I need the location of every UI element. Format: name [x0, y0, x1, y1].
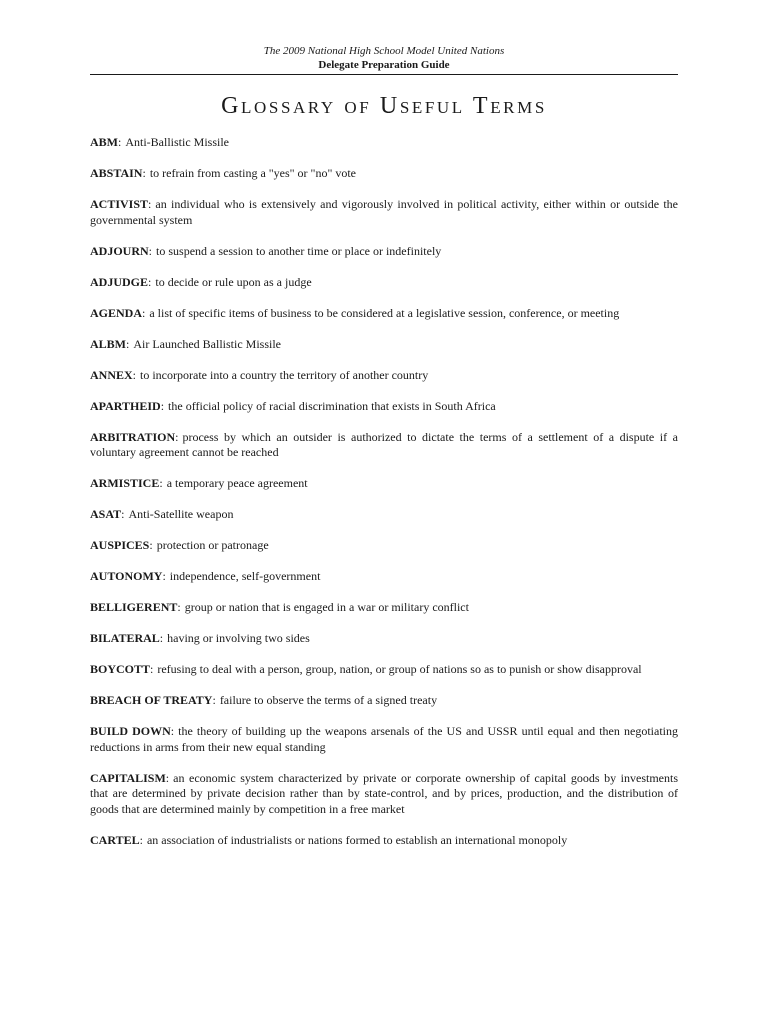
glossary-term: AGENDA [90, 305, 143, 320]
term-separator: : [148, 274, 152, 289]
glossary-entry [90, 166, 678, 182]
glossary-term: APARTHEID [90, 398, 161, 413]
glossary-definition: an association of industrialists or nations formed to establish an international monopoly [146, 832, 568, 847]
glossary-term: BILATERAL [90, 631, 160, 646]
term-separator: : [170, 724, 175, 739]
glossary-definition: a list of specific items of business to be considered at a legislative session, conference, or meeting [149, 305, 620, 320]
glossary-definition: independence, self-government [169, 569, 321, 584]
glossary-definition: a temporary peace agreement [166, 476, 308, 491]
term-separator: : [126, 336, 130, 351]
glossary-entry [90, 662, 678, 678]
document-page [90, 0, 678, 1024]
glossary-entry [90, 569, 678, 585]
glossary-definition: an individual who is extensively and vigorously involved in political activity, either within or outside the governmental system [90, 197, 678, 227]
term-separator: : [175, 429, 179, 444]
glossary-term: ARBITRATION [90, 429, 176, 444]
glossary-entry [90, 693, 678, 709]
glossary-entry [90, 197, 678, 228]
term-separator: : [139, 832, 143, 847]
glossary-definition: Anti-Ballistic Missile [125, 135, 230, 150]
page-title: Glossary of Useful Terms [221, 93, 547, 119]
glossary-entry [90, 430, 678, 461]
glossary-entry [90, 337, 678, 353]
term-separator: : [148, 197, 152, 212]
glossary-entry [90, 833, 678, 849]
glossary-definition: to refrain from casting a "yes" or "no" vote [149, 166, 357, 181]
glossary-definition: the theory of building up the weapons arsenals of the US and USSR until equal and then negotiating reductions in arms from their new equal standing [90, 724, 678, 754]
header-conference-name: The 2009 National High School Model United Nations [263, 45, 505, 57]
glossary-entry [90, 399, 678, 415]
glossary-term: ARMISTICE [90, 476, 160, 491]
glossary-entry [90, 771, 678, 818]
glossary-entry [90, 631, 678, 647]
glossary-term: BOYCOTT [90, 662, 151, 677]
glossary-list [90, 135, 678, 848]
glossary-term: ACTIVIST [90, 197, 149, 212]
glossary-term: ANNEX [90, 367, 133, 382]
term-separator: : [121, 507, 125, 522]
glossary-entry [90, 600, 678, 616]
glossary-definition: the official policy of racial discrimination that exists in South Africa [168, 398, 496, 413]
glossary-term: AUSPICES [90, 538, 150, 553]
glossary-definition: an economic system characterized by private or corporate ownership of capital goods by investments that are determined by private decision rather than by state-control, and by prices, production, and the distribution of goods that are determined mainly by competition in a free market [90, 770, 678, 816]
glossary-definition: group or nation that is engaged in a war or military conflict [184, 600, 469, 615]
glossary-entry [90, 135, 678, 151]
glossary-term: ADJUDGE [90, 274, 149, 289]
glossary-term: CAPITALISM [90, 770, 166, 785]
term-separator: : [212, 693, 216, 708]
glossary-entry [90, 724, 678, 755]
glossary-term: ABM [90, 135, 118, 150]
glossary-definition: to decide or rule upon as a judge [155, 274, 312, 289]
glossary-definition: process by which an outsider is authorized to dictate the terms of a settlement of a dispute if a voluntary agreement cannot be reached [90, 429, 678, 460]
term-separator: : [149, 538, 153, 553]
header-guide-name: Delegate Preparation Guide [318, 59, 450, 71]
term-separator: : [148, 243, 153, 258]
term-separator: : [159, 476, 163, 491]
glossary-definition: failure to observe the terms of a signed treaty [219, 693, 438, 708]
glossary-definition: refusing to deal with a person, group, nation, or group of nations so as to punish or show disapproval [157, 662, 642, 677]
glossary-entry [90, 476, 678, 492]
glossary-entry [90, 306, 678, 322]
term-separator: : [177, 600, 181, 615]
glossary-entry [90, 538, 678, 554]
glossary-definition: to suspend a session to another time or place or indefinitely [156, 243, 442, 258]
term-separator: : [150, 662, 154, 677]
term-separator: : [142, 166, 146, 181]
term-separator: : [142, 305, 146, 320]
glossary-entry [90, 507, 678, 523]
glossary-definition: to incorporate into a country the territory of another country [140, 367, 429, 382]
glossary-term: ASAT [90, 507, 122, 522]
glossary-term: BUILD DOWN [90, 724, 171, 739]
glossary-term: ADJOURN [90, 243, 149, 258]
glossary-term: BREACH OF TREATY [90, 693, 213, 708]
header-divider [90, 74, 678, 75]
glossary-entry [90, 368, 678, 384]
glossary-term: AUTONOMY [90, 569, 163, 584]
glossary-entry [90, 244, 678, 260]
glossary-term: ALBM [90, 336, 126, 351]
term-separator: : [165, 770, 170, 785]
term-separator: : [162, 569, 166, 584]
glossary-definition: Air Launched Ballistic Missile [133, 336, 281, 351]
glossary-entry [90, 275, 678, 291]
glossary-definition: having or involving two sides [167, 631, 310, 646]
term-separator: : [118, 135, 122, 150]
term-separator: : [160, 398, 165, 413]
term-separator: : [132, 367, 137, 382]
glossary-definition: Anti-Satellite weapon [128, 507, 234, 522]
glossary-term: CARTEL [90, 832, 140, 847]
glossary-definition: protection or patronage [156, 538, 269, 553]
page-header [90, 44, 678, 75]
term-separator: : [159, 631, 164, 646]
glossary-term: BELLIGERENT [90, 600, 178, 615]
glossary-term: ABSTAIN [90, 166, 143, 181]
